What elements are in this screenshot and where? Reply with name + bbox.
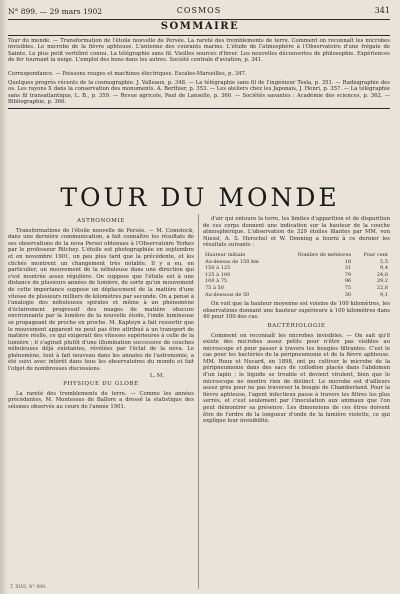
table-cell: 5,5 — [380, 258, 388, 265]
table-header-cell: Pour cent — [363, 251, 388, 258]
table-cell: 29,2 — [376, 278, 388, 285]
table-cell: 30 — [344, 291, 352, 298]
sommaire-tour-du-monde: Tour du monde. — Transformation de l'étoile nouvelle de Persée. La rareté des tremblements de terre. Comment on reconnaît les microbes invisibles. Le microbe de la fièvre aphteuse. L'antenne des courants marins. L'étude de l'atmosphère à l'Observatoire d'une frégate de Sainte. Le plus petit vertébré connu. La télégraphie sans fil. Vieilles sources d'hiver. Les nouvelles découvertes de philosophie. Expériences de fer tournant la neige. L'emploi des bons dans les autres. Société centrale d'aviation, p. 341. — [8, 38, 390, 64]
heading-bacteriologie: BACTÉRIOLOGIE — [267, 322, 326, 329]
heading-physique-du-globe: PHYSIQUE DU GLOBE — [63, 381, 139, 388]
sommaire-end-rule — [8, 108, 390, 109]
table-cell: 22,8 — [376, 284, 388, 291]
page-footer: T. XLVI. N° 899. — [10, 585, 47, 590]
header-rule — [8, 19, 390, 20]
table-row — [203, 292, 390, 299]
paragraph-hauteur-moyenne: On voit que la hauteur moyenne est voisine de 100 kilomètres, les observations donnant une hauteur supérieure à 100 kilomètres dans 40 pour 100 des cas. — [203, 301, 390, 321]
table-cell: 18 — [344, 258, 352, 265]
heading-astronomie: ASTRONOMIE — [77, 218, 125, 224]
table-cell: 9,4 — [380, 265, 388, 272]
table-cell: 79 — [344, 271, 352, 278]
left-column — [8, 216, 194, 411]
paragraph-etoiles-filantes: d'air qui entoure la terre, les limites d'apparition et de disparition de ces corps donnent une indication sur la hauteur de la couche atmosphérique. L'observation de 329 étoiles filantes par MM. von Niessl, A. S. Herschel et W. Denning a fourni à ce dernier les résultats suivants : — [203, 216, 390, 249]
section-title: TOUR DU MONDE — [60, 183, 340, 212]
sommaire-rule — [8, 35, 390, 36]
journal-name: COSMOS — [176, 6, 222, 15]
sommaire-articles: Quelques progrès récents de la cosmographie. J. Valleaux, p. 348. — La télégraphie sans fil de l'ingénieur Tesla, p. 351. — Radiographie des os. Les rayons X dans la conservation des monuments. A. Berthier, p. 353. — Les ateliers chez les Japonais, J. Henri, p. 357. — La télégraphie sans fil transatlantique, L. B., p. 359. — Revue agricole, Paul de Lanselle, p. 360. — Sociétés savantes : Académie des sciences, p. 362. — Bibliographie, p. 366. — [8, 80, 390, 106]
issue-number: N° 899. — 29 mars 1902 — [8, 7, 103, 16]
table-cell: 100 à 75 — [205, 278, 228, 285]
table-cell: 9,1 — [380, 291, 388, 298]
table-cell: 31 — [344, 265, 352, 272]
table-cell: 150 à 125 — [205, 265, 231, 272]
table-cell: 75 — [344, 284, 352, 291]
table-row — [203, 278, 390, 285]
column-divider — [198, 214, 199, 589]
sommaire-title: SOMMAIRE — [160, 21, 240, 32]
table-row — [203, 259, 390, 266]
page-number: 341 — [374, 6, 390, 15]
table-row — [203, 265, 390, 272]
sommaire-correspondance: Correspondance. — Poissons rouges et machines électriques. Escales-Marseilles, p. 347. — [8, 71, 247, 77]
paragraph-nova-persei: Transformations de l'étoile nouvelle de Persée. — M. Comstock, dans une dernière communication, a fait connaître les résultats de ses observations de la nova Persei obtenues à l'Observatoire Yerkes par le professeur Ritchey. L'étoile est photographiée en septembre et en novembre 1901, un peu plus tard que la précédente, et les clichés montrent un changement très notable. Il y a eu, en particulier, un mouvement de la nébuleuse dans une direction qui s'est montrée assez régulière. On suppose que l'étoile est à une distance de plusieurs années de lumière, de sorte qu'un mouvement de cette importance suppose un déplacement de la matière d'une vitesse de plusieurs milliers de kilomètres par seconde. On a pensé à l'analogie des nébuleuses spirales et même à un phénomène d'éclairement progressif des nuages de matière obscure environnants par la lumière de la nouvelle étoile, l'onde lumineuse se propageant de proche en proche. M. Kapteyn a fait ressortir que le mouvement apparent ne peut pas être attribué à un transport de matière réelle, ce qui exigerait des vitesses supérieures à celle de la lumière ; il s'agirait plutôt d'une illumination successive de couches nébuleuses déjà existantes, révélées par l'éclat de la nova. Le phénomène, tout à fait nouveau dans les annales de l'astronomie, a été suivi avec intérêt dans tous les observatoires du monde et fait l'objet de nombreuses discussions. — [8, 227, 195, 373]
table-header-cell: Hauteur initiale — [205, 251, 246, 258]
table-header-cell: Nombre de météores — [297, 251, 352, 258]
table-row — [203, 285, 390, 292]
table-cell: Au-dessus de 150 km — [205, 258, 259, 265]
paragraph-tremblements: La rareté des tremblements de terre. — Comme les années précédentes, M. Montessus de Ballore a dressé la statistique des séismes observés au cours de l'année 1901. — [8, 390, 194, 411]
running-header — [8, 5, 390, 19]
table-row — [203, 272, 390, 279]
table-cell: 96 — [344, 278, 352, 285]
meteor-table — [203, 252, 390, 298]
table-cell: Au-dessous de 50 — [205, 291, 250, 298]
table-cell: 75 à 50 — [205, 284, 224, 291]
paragraph-microbes-invisibles: Comment on reconnaît les microbes invisibles. — On sait qu'il existe des microbes assez petits pour n'être pas visibles au microscope et pour passer à travers les bougies filtrantes. C'est le cas pour les bactéries de la péripneumonie et de la fièvre aphteuse. MM. Roux et Nocard, en 1898, ont pu cultiver le microbe de la péripneumonie dans des sacs de collodion placés dans l'abdomen d'un lapin ; le liquide se trouble et devient virulent, bien que le microscope ne montre rien de distinct. Le microbe est d'ailleurs assez gros pour ne pas traverser la bougie de Chamberland. Pour la fièvre aphteuse, l'agent infectieux passe à travers les filtres les plus serrés, et c'est seulement par l'inoculation aux animaux que l'on peut démontrer sa présence. Les dimensions de ces êtres doivent être de l'ordre de la longueur d'onde de la lumière violette, ce qui explique leur invisibilité. — [203, 332, 390, 425]
table-header-row — [203, 252, 390, 259]
page-edge-shadow — [0, 0, 8, 594]
table-cell: 24,0 — [376, 271, 388, 278]
right-column — [203, 216, 390, 425]
signature: L. M. — [150, 372, 164, 379]
table-cell: 125 à 100 — [205, 271, 231, 278]
